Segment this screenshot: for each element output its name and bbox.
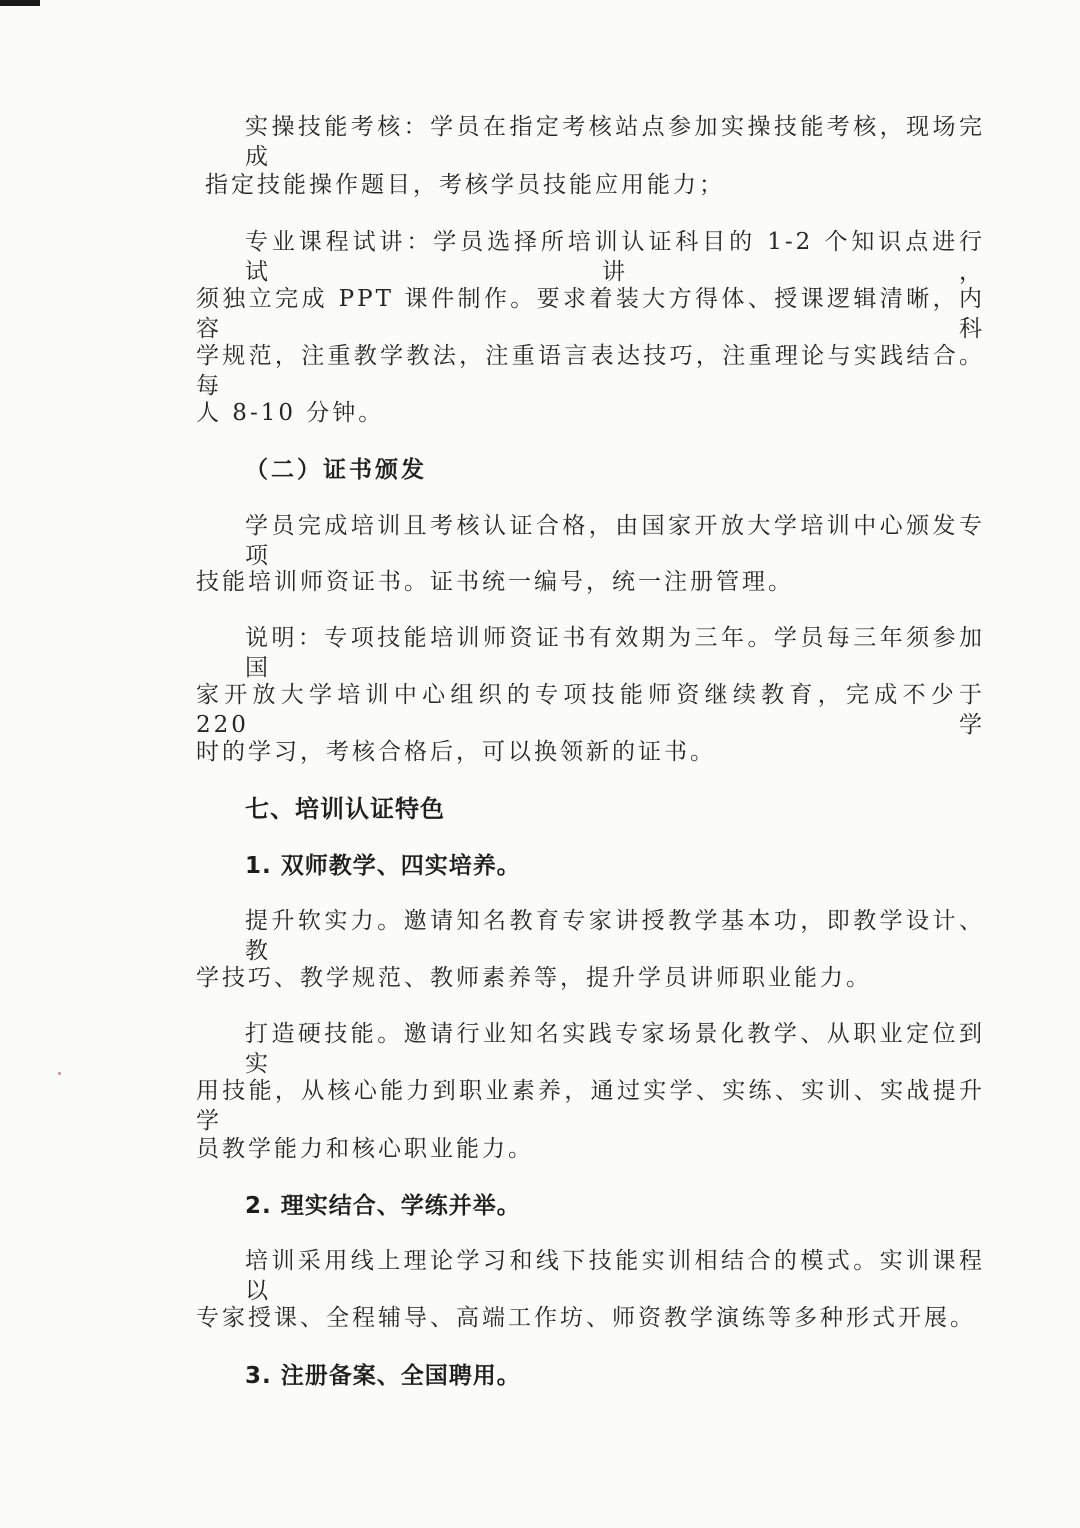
feature-heading-3: 3. 注册备案、全国聘用。 [245,1363,521,1389]
paragraph-skill-exam-line-1: 实操技能考核：学员在指定考核站点参加实操技能考核，现场完成 [245,114,985,170]
feature-heading-1: 1. 双师教学、四实培养。 [245,853,521,879]
paragraph-hard-skill-line-2: 用技能，从核心能力到职业素养，通过实学、实练、实训、实战提升学 [196,1078,985,1134]
feature-heading-2: 2. 理实结合、学练并举。 [245,1193,521,1219]
paragraph-trial-lecture-line-1: 专业课程试讲：学员选择所培训认证科目的 1-2 个知识点进行试讲， [245,229,985,285]
paragraph-note-line-2: 家开放大学培训中心组织的专项技能师资继续教育，完成不少于 220 学 [196,682,985,738]
paragraph-trial-lecture-line-2: 须独立完成 PPT 课件制作。要求着装大方得体、授课逻辑清晰，内容科 [196,286,985,342]
chapter-heading-features: 七、培训认证特色 [245,795,445,823]
paragraph-training-mode-line-2: 专家授课、全程辅导、高端工作坊、师资教学演练等多种形式开展。 [196,1305,976,1331]
paragraph-skill-exam-line-2: 指定技能操作题目，考核学员技能应用能力； [205,172,725,198]
paragraph-training-mode-line-1: 培训采用线上理论学习和线下技能实训相结合的模式。实训课程以 [245,1248,985,1304]
paragraph-note-line-1: 说明：专项技能培训师资证书有效期为三年。学员每三年须参加国 [245,625,985,681]
paragraph-certificate-line-1: 学员完成培训且考核认证合格，由国家开放大学培训中心颁发专项 [245,513,985,569]
paragraph-soft-skill-line-1: 提升软实力。邀请知名教育专家讲授教学基本功，即教学设计、教 [245,908,985,964]
paragraph-certificate-line-2: 技能培训师资证书。证书统一编号，统一注册管理。 [196,569,794,595]
paragraph-trial-lecture-line-4: 人 8-10 分钟。 [196,400,385,426]
paragraph-soft-skill-line-2: 学技巧、教学规范、教师素养等，提升学员讲师职业能力。 [196,965,872,991]
paragraph-hard-skill-line-3: 员教学能力和核心职业能力。 [196,1136,534,1162]
paragraph-trial-lecture-line-3: 学规范，注重教学教法，注重语言表达技巧，注重理论与实践结合。每 [196,343,985,399]
section-heading-certificate: （二）证书颁发 [245,456,427,483]
paragraph-note-line-3: 时的学习，考核合格后，可以换领新的证书。 [196,739,716,765]
paragraph-hard-skill-line-1: 打造硬技能。邀请行业知名实践专家场景化教学、从职业定位到实 [245,1021,985,1077]
